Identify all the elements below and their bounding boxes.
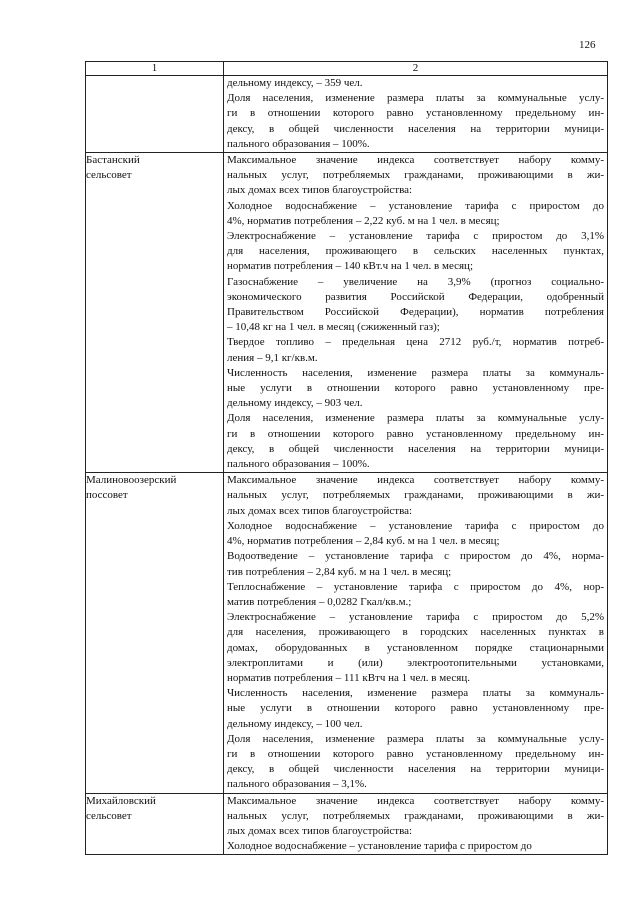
page-number: 126 bbox=[579, 39, 596, 51]
paragraph bbox=[224, 153, 607, 199]
table-body bbox=[86, 76, 608, 855]
table-header-row bbox=[86, 62, 608, 76]
text-line: Доля населения, изменение размера платы за коммунальные услу- bbox=[227, 92, 604, 105]
text-line: Электроснабжение – установление тарифа с приростом до 5,2% bbox=[227, 611, 604, 624]
paragraph bbox=[224, 91, 607, 152]
table-row bbox=[86, 793, 608, 855]
text-line: 4%, норматив потребления – 2,22 куб. м на 1 чел. в месяц; bbox=[227, 214, 500, 227]
paragraph bbox=[224, 686, 607, 732]
municipality-name-line: Малиновоозерский bbox=[86, 474, 177, 487]
text-line: Твердое топливо – предельная цена 2712 руб./т, норматив потреб- bbox=[227, 336, 604, 349]
text-line: ные услуги в отношении которого равно установленному пре- bbox=[227, 382, 604, 395]
text-line: лых домах всех типов благоустройства: bbox=[227, 504, 413, 517]
text-line: нальных услуг, потребляемых гражданами, проживающими в жи- bbox=[227, 489, 604, 502]
text-line: Численность населения, изменение размера платы за коммуналь- bbox=[227, 366, 604, 379]
text-line: Электроснабжение – установление тарифа с приростом до 3,1% bbox=[227, 230, 604, 243]
text-line: Газоснабжение – увеличение на 3,9% (прогноз социально- bbox=[227, 275, 604, 288]
text-line: нальных услуг, потребляемых гражданами, проживающими в жи- bbox=[227, 809, 604, 822]
municipality-name-cell bbox=[86, 153, 224, 473]
text-line: для населения, проживающего в сельских населенных пунктах, bbox=[227, 245, 604, 258]
municipality-name-line: сельсовет bbox=[86, 809, 132, 822]
paragraph bbox=[224, 580, 607, 610]
table-row bbox=[86, 76, 608, 153]
paragraph bbox=[224, 473, 607, 519]
municipality-name-cell bbox=[86, 793, 224, 855]
column-header: 1 bbox=[86, 62, 224, 76]
paragraph bbox=[224, 839, 607, 854]
paragraph bbox=[224, 519, 607, 549]
document-table bbox=[85, 61, 608, 855]
text-line: тив потребления – 2,84 куб. м на 1 чел. в месяц; bbox=[227, 565, 452, 578]
text-line: для населения, проживающего в городских населенных пунктах в bbox=[227, 626, 604, 639]
description-cell bbox=[224, 153, 608, 473]
paragraph bbox=[224, 732, 607, 793]
text-line: Доля населения, изменение размера платы за коммунальные услу- bbox=[227, 412, 604, 425]
paragraph bbox=[224, 610, 607, 686]
text-line: пального образования – 100%. bbox=[227, 458, 370, 471]
table-row bbox=[86, 153, 608, 473]
text-line: дельному индексу, – 359 чел. bbox=[227, 77, 363, 89]
text-line: матив потребления – 0,0282 Гкал/кв.м.; bbox=[227, 595, 412, 608]
text-line: ги в отношении которого равно установленному предельному ин- bbox=[227, 107, 604, 120]
text-line: Водоотведение – установление тарифа с приростом до 4%, норма- bbox=[227, 550, 604, 563]
paragraph bbox=[224, 229, 607, 275]
paragraph bbox=[224, 335, 607, 365]
text-line: экономического развития Российской Федерации, одобренный bbox=[227, 290, 604, 303]
text-line: дельному индексу, – 100 чел. bbox=[227, 717, 363, 730]
text-line: Холодное водоснабжение – установление тарифа с приростом до bbox=[227, 199, 604, 212]
paragraph bbox=[224, 794, 607, 840]
paragraph bbox=[224, 275, 607, 336]
text-line: Холодное водоснабжение – установление тарифа с приростом до bbox=[227, 519, 604, 532]
text-line: дексу, в общей численности населения на территории муници- bbox=[227, 122, 604, 135]
municipality-name-cell bbox=[86, 473, 224, 793]
paragraph bbox=[224, 411, 607, 472]
text-line: Максимальное значение индекса соответствует набору комму- bbox=[227, 154, 604, 167]
table-row bbox=[86, 473, 608, 793]
text-line: ги в отношении которого равно установленному предельному ин- bbox=[227, 427, 604, 440]
text-line: дексу, в общей численности населения на территории муници- bbox=[227, 763, 604, 776]
text-line: ления – 9,1 кг/кв.м. bbox=[227, 351, 318, 364]
text-line: 4%, норматив потребления – 2,84 куб. м на 1 чел. в месяц; bbox=[227, 535, 500, 548]
municipality-name-line: сельсовет bbox=[86, 169, 132, 182]
municipality-name-line: Михайловский bbox=[86, 794, 156, 807]
text-line: Доля населения, изменение размера платы за коммунальные услу- bbox=[227, 732, 604, 745]
column-header: 2 bbox=[224, 62, 608, 76]
text-line: Правительством Российской Федерации), норматив потребления bbox=[227, 306, 604, 319]
municipality-name-cell bbox=[86, 76, 224, 153]
text-line: пального образования – 100%. bbox=[227, 137, 370, 150]
text-line: Максимальное значение индекса соответствует набору комму- bbox=[227, 794, 604, 807]
text-line: норматив потребления – 140 кВт.ч на 1 чел. в месяц; bbox=[227, 260, 473, 273]
text-line: лых домах всех типов благоустройства: bbox=[227, 184, 413, 197]
description-cell bbox=[224, 76, 608, 153]
text-line: дексу, в общей численности населения на территории муници- bbox=[227, 442, 604, 455]
text-line: ные услуги в отношении которого равно установленному пре- bbox=[227, 702, 604, 715]
text-line: пального образования – 3,1%. bbox=[227, 778, 367, 791]
description-cell bbox=[224, 793, 608, 855]
text-line: Численность населения, изменение размера платы за коммуналь- bbox=[227, 687, 604, 700]
paragraph bbox=[224, 199, 607, 229]
paragraph bbox=[224, 549, 607, 579]
text-line: нальных услуг, потребляемых гражданами, проживающими в жи- bbox=[227, 169, 604, 182]
municipality-name-line: Бастанский bbox=[86, 154, 140, 167]
paragraph bbox=[224, 76, 607, 91]
text-line: лых домах всех типов благоустройства: bbox=[227, 824, 413, 837]
text-line: электроплитами и (или) электроотопительными установками, bbox=[227, 656, 604, 669]
text-line: домах, оборудованных в установленном порядке стационарными bbox=[227, 641, 604, 654]
text-line: дельному индексу, – 903 чел. bbox=[227, 397, 363, 410]
municipality-name-line: поссовет bbox=[86, 489, 128, 502]
text-line: Холодное водоснабжение – установление тарифа с приростом до bbox=[227, 840, 532, 853]
text-line: – 10,48 кг на 1 чел. в месяц (сжиженный газ); bbox=[227, 321, 440, 334]
text-line: норматив потребления – 111 кВтч на 1 чел. в месяц. bbox=[227, 671, 470, 684]
description-cell bbox=[224, 473, 608, 793]
paragraph bbox=[224, 366, 607, 412]
text-line: ги в отношении которого равно установленному предельному ин- bbox=[227, 747, 604, 760]
text-line: Теплоснабжение – установление тарифа с приростом до 4%, нор- bbox=[227, 580, 604, 593]
text-line: Максимальное значение индекса соответствует набору комму- bbox=[227, 474, 604, 487]
